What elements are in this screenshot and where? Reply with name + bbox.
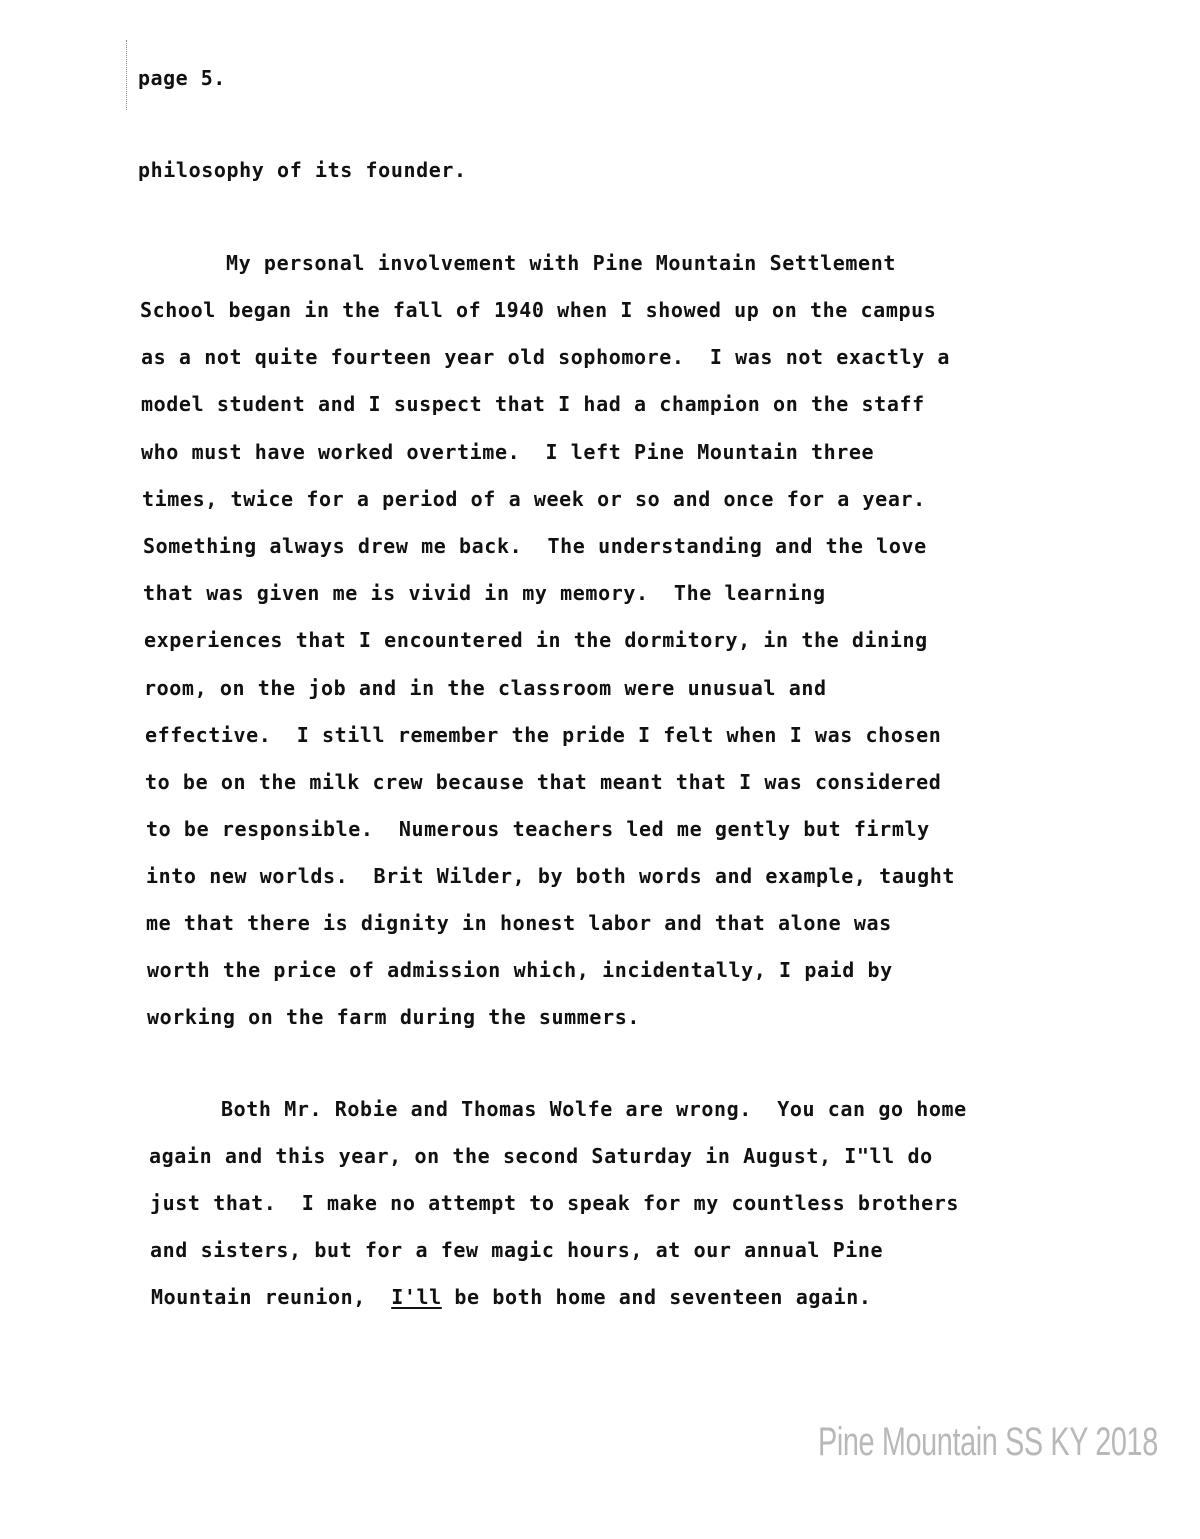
text-line: who must have worked overtime. I left Pine Mountain three (141, 440, 875, 464)
text-line: model student and I suspect that I had a champion on the staff (141, 392, 925, 416)
text-line: me that there is dignity in honest labor and that alone was (146, 911, 892, 935)
text-line: to be on the milk crew because that meant that I was considered (145, 770, 942, 794)
text-line: into new worlds. Brit Wilder, by both words and example, taught (146, 864, 956, 888)
underlined-word: I'll (391, 1285, 442, 1309)
text-line: as a not quite fourteen year old sophomore. I was not exactly a (141, 345, 951, 369)
text-line: Both Mr. Robie and Thomas Wolfe are wrong. You can go home (221, 1097, 967, 1121)
text-line: again and this year, on the second Saturday in August, I"ll do (149, 1144, 933, 1168)
text-line: and sisters, but for a few magic hours, at our annual Pine (150, 1238, 884, 1262)
text-line: just that. I make no attempt to speak for my countless brothers (150, 1191, 960, 1215)
text-line: to be responsible. Numerous teachers led me gently but firmly (146, 817, 930, 841)
text-line: times, twice for a period of a week or so and once for a year. (142, 487, 926, 511)
text-line: working on the farm during the summers. (147, 1005, 640, 1029)
text-line: Something always drew me back. The understanding and the love (143, 534, 927, 558)
text-line: My personal involvement with Pine Mountain Settlement (226, 251, 896, 275)
text-line: experiences that I encountered in the dormitory, in the dining (144, 628, 928, 652)
text-segment: be both home and seventeen again. (441, 1285, 872, 1309)
text-line: School began in the fall of 1940 when I showed up on the campus (140, 298, 937, 322)
page-number: page 5. (138, 66, 226, 90)
text-line: room, on the job and in the classroom were unusual and (144, 676, 827, 700)
text-segment: Mountain reunion, (151, 1285, 392, 1309)
text-line: effective. I still remember the pride I felt when I was chosen (145, 723, 942, 747)
margin-mark (126, 40, 130, 110)
text-line: that was given me is vivid in my memory. The learning (143, 581, 826, 605)
text-line: worth the price of admission which, incidentally, I paid by (147, 958, 893, 982)
text-line: philosophy of its founder. (138, 158, 467, 182)
watermark: Pine Mountain SS KY 2018 (818, 1420, 1158, 1464)
text-line-last (151, 1285, 872, 1309)
